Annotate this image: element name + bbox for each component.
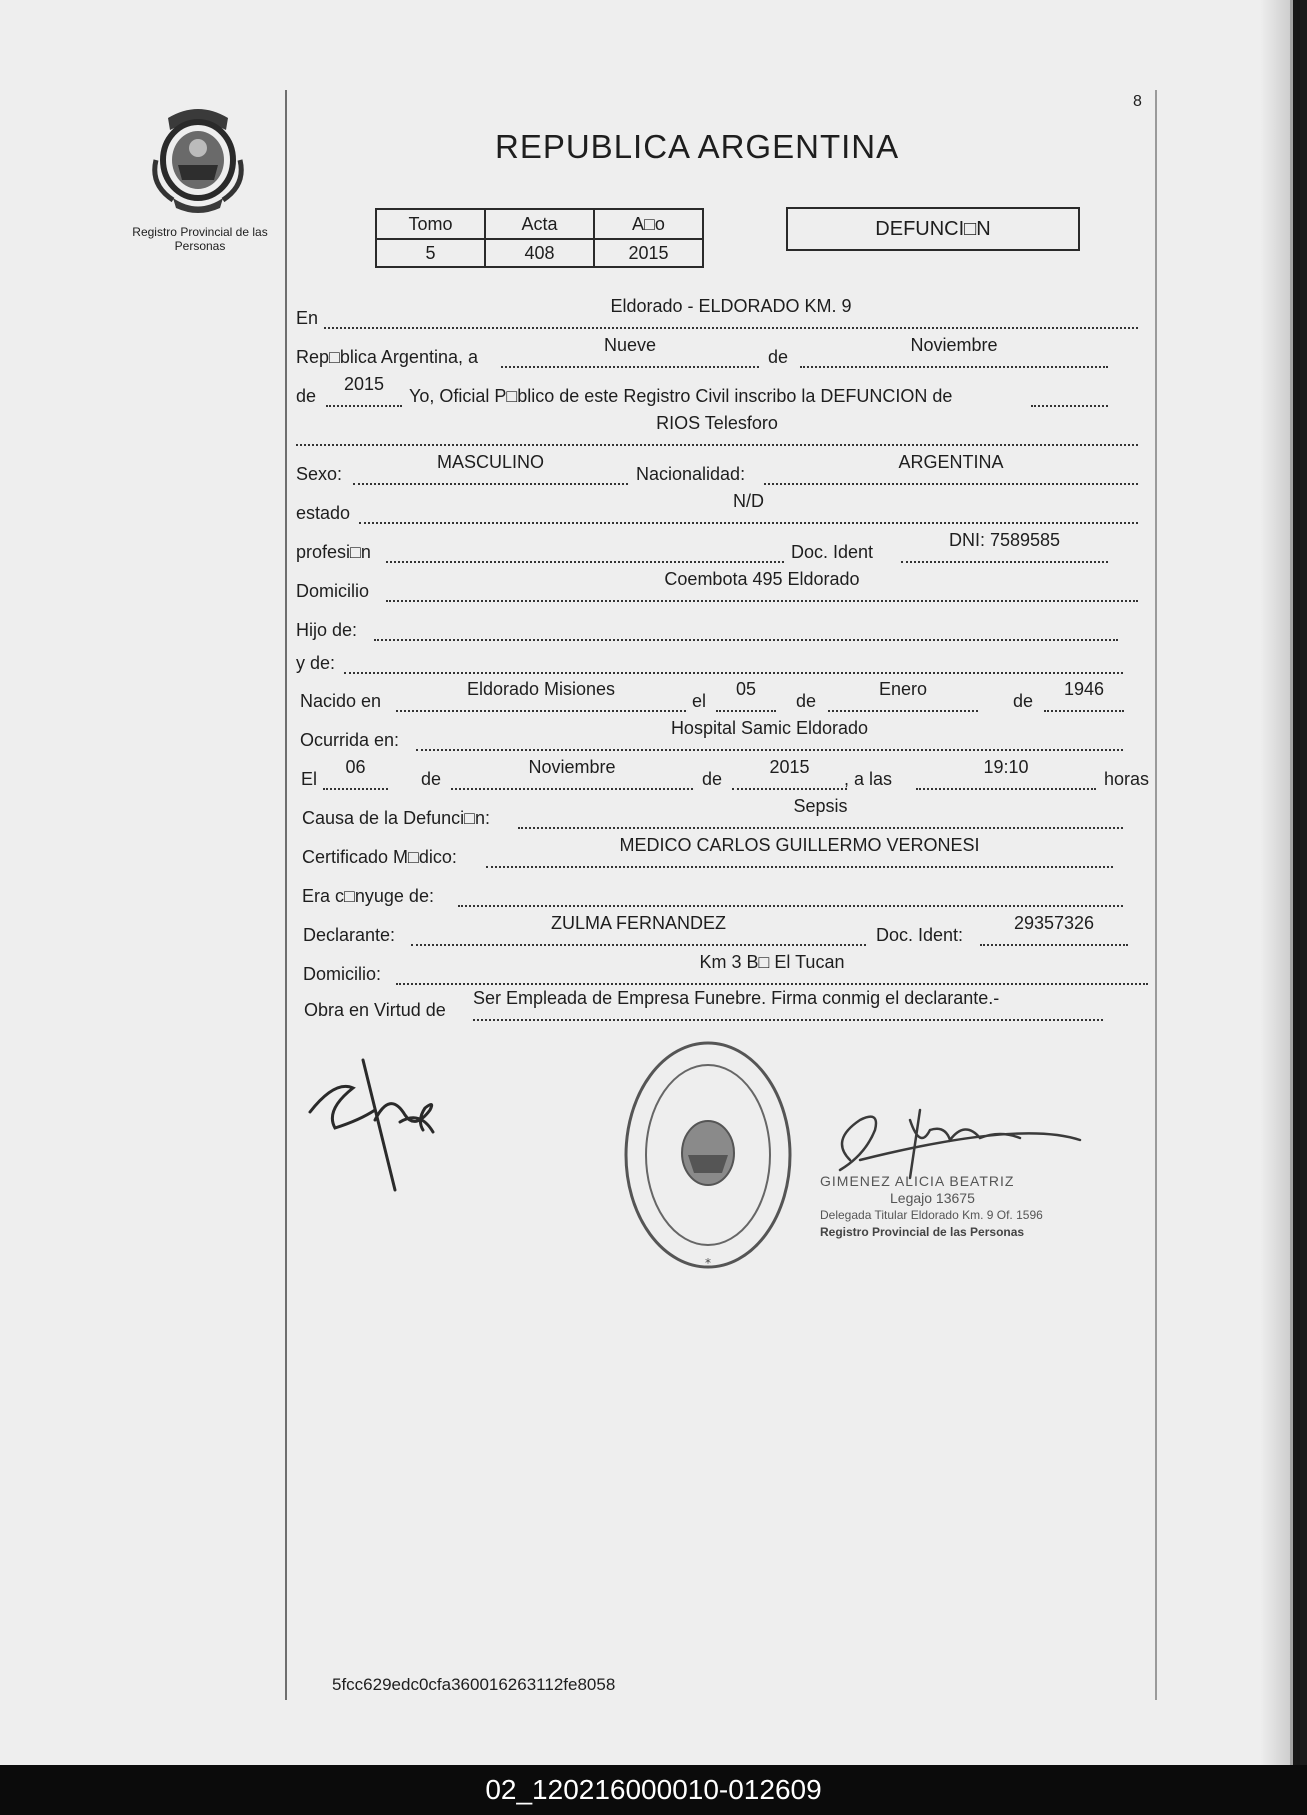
official-stamp-icon xyxy=(618,1035,798,1275)
year-field xyxy=(326,374,402,407)
address-label: Domicilio xyxy=(296,581,370,601)
declarant-signature-icon xyxy=(305,1050,455,1200)
row-birth xyxy=(296,679,1138,712)
status-label: estado xyxy=(296,503,351,523)
acta-value: 408 xyxy=(485,239,594,267)
month-field xyxy=(800,335,1108,368)
virtue-field xyxy=(473,988,1103,1021)
death-month-value: Noviembre xyxy=(528,757,616,777)
spouse-label: Era c□nyuge de: xyxy=(302,886,434,906)
declarant-doc-field xyxy=(980,913,1128,946)
death-el-label: El xyxy=(301,769,318,789)
scan-id-footer: 02_120216000010-012609 xyxy=(0,1765,1307,1815)
declarant-field xyxy=(411,913,866,946)
virtue-value: Ser Empleada de Empresa Funebre. Firma conmig el declarante.- xyxy=(473,988,1000,1008)
reference-header-row xyxy=(376,209,703,239)
sex-field xyxy=(353,452,628,485)
address-field xyxy=(386,569,1138,602)
status-field xyxy=(359,491,1138,524)
de-label: de xyxy=(768,347,789,367)
official-signature-block xyxy=(820,1173,1100,1241)
birth-year-field xyxy=(1044,679,1124,712)
page-title: REPUBLICA ARGENTINA xyxy=(495,128,900,165)
profession-field xyxy=(386,535,784,563)
row-certificate xyxy=(296,835,1138,868)
death-de2-label: de xyxy=(702,769,723,789)
spouse-field xyxy=(458,879,1123,907)
official-blank xyxy=(1031,379,1108,407)
hours-label: horas xyxy=(1104,769,1150,789)
row-official xyxy=(296,374,1138,407)
cause-field xyxy=(518,796,1123,829)
tomo-header: Tomo xyxy=(376,209,485,239)
official-registry: Registro Provincial de las Personas xyxy=(820,1225,1025,1239)
birth-month-value: Enero xyxy=(878,679,928,699)
death-year-value: 2015 xyxy=(769,757,810,777)
birth-day-field xyxy=(716,679,776,712)
row-profession xyxy=(296,530,1138,563)
born-label: Nacido en xyxy=(300,691,382,711)
row-declarant-address xyxy=(296,952,1138,985)
reference-value-row xyxy=(376,239,703,267)
row-virtue xyxy=(296,988,1138,1021)
birthplace-value: Eldorado Misiones xyxy=(466,679,616,699)
acta-header: Acta xyxy=(485,209,594,239)
occurred-field xyxy=(416,718,1123,751)
official-name: GIMENEZ ALICIA BEATRIZ xyxy=(820,1173,1015,1189)
occurred-value: Hospital Samic Eldorado xyxy=(670,718,869,738)
birth-year-value: 1946 xyxy=(1063,679,1105,699)
place-field xyxy=(324,296,1138,329)
nationality-label: Nacionalidad: xyxy=(636,464,746,484)
place-value: Eldorado - ELDORADO KM. 9 xyxy=(610,296,852,316)
official-office: Delegada Titular Eldorado Km. 9 Of. 1596 xyxy=(820,1208,1043,1222)
birthplace-field xyxy=(396,679,686,712)
deceased-field xyxy=(296,413,1138,446)
anio-value: 2015 xyxy=(594,239,703,267)
certificate-field xyxy=(486,835,1113,868)
birth-de-label: de xyxy=(796,691,817,711)
deceased-name: RIOS Telesforo xyxy=(656,413,778,433)
official-legajo: Legajo 13675 xyxy=(890,1190,975,1206)
month-value: Noviembre xyxy=(910,335,998,355)
declarant-label: Declarante: xyxy=(303,925,396,945)
row-declarant xyxy=(296,913,1138,946)
row-address xyxy=(296,569,1138,602)
coat-of-arms-icon xyxy=(148,100,248,215)
born-el-label: el xyxy=(692,691,707,711)
reference-table xyxy=(375,208,704,268)
declarant-address-value: Km 3 B□ El Tucan xyxy=(699,952,845,972)
birth-de2-label: de xyxy=(1013,691,1034,711)
address-value: Coembota 495 Eldorado xyxy=(664,569,860,589)
nationality-field xyxy=(764,452,1138,485)
doc-label: Doc. Ident xyxy=(791,542,874,562)
official-text: Yo, Oficial P□blico de este Registro Civil inscribo la DEFUNCION de xyxy=(409,386,953,406)
doc-field xyxy=(901,530,1108,563)
birth-month-field xyxy=(828,679,978,712)
time-label: , a las xyxy=(844,769,893,789)
record-type-box: DEFUNCI□N xyxy=(786,207,1080,251)
row-status xyxy=(296,491,1138,524)
death-day-value: 06 xyxy=(345,757,366,777)
row-death-date xyxy=(296,757,1150,790)
cause-label: Causa de la Defunci□n: xyxy=(302,808,490,828)
declarant-doc-value: 29357326 xyxy=(1013,913,1095,933)
anio-header: A□o xyxy=(594,209,703,239)
declarant-value: ZULMA FERNANDEZ xyxy=(550,913,727,933)
row-sex xyxy=(296,452,1138,485)
republica-label: Rep□blica Argentina, a xyxy=(296,347,478,367)
nationality-value: ARGENTINA xyxy=(898,452,1004,472)
row-deceased xyxy=(296,413,1138,446)
page-edge-shadow xyxy=(1260,0,1300,1765)
row-occurred xyxy=(296,718,1138,751)
row-date xyxy=(296,335,1138,368)
row-cause xyxy=(296,796,1138,829)
death-de-label: de xyxy=(421,769,442,789)
day-value: Nueve xyxy=(603,335,657,355)
father-field xyxy=(374,613,1118,641)
death-month-field xyxy=(451,757,693,790)
declarant-address-label: Domicilio: xyxy=(303,964,382,984)
death-day-field xyxy=(323,757,388,790)
death-year-field xyxy=(732,757,847,790)
cause-value: Sepsis xyxy=(793,796,848,816)
virtue-label: Obra en Virtud de xyxy=(304,1000,446,1020)
row-father xyxy=(296,613,1138,641)
profession-label: profesi□n xyxy=(296,542,371,562)
time-value: 19:10 xyxy=(983,757,1029,777)
row-place xyxy=(296,296,1138,329)
year-prefix-label: de xyxy=(296,386,317,406)
status-value: N/D xyxy=(733,491,764,511)
registry-name: Registro Provincial de las Personas xyxy=(132,225,268,253)
row-mother xyxy=(296,646,1138,674)
day-field xyxy=(501,335,759,368)
mother-field xyxy=(344,646,1123,674)
official-signature-icon xyxy=(820,1100,1100,1180)
sex-value: MASCULINO xyxy=(436,452,544,472)
time-field xyxy=(916,757,1096,790)
svg-text:*: * xyxy=(705,1256,711,1270)
declarant-doc-label: Doc. Ident: xyxy=(876,925,964,945)
tomo-value: 5 xyxy=(376,239,485,267)
document-hash: 5fcc629edc0cfa360016263112fe8058 xyxy=(332,1675,616,1694)
occurred-label: Ocurrida en: xyxy=(300,730,400,750)
father-label: Hijo de: xyxy=(296,620,358,640)
mother-label: y de: xyxy=(296,653,336,673)
birth-day-value: 05 xyxy=(735,679,757,699)
page-number: 8 xyxy=(1133,93,1142,110)
doc-value: DNI: 7589585 xyxy=(948,530,1061,550)
row-spouse xyxy=(296,879,1138,907)
certificate-label: Certificado M□dico: xyxy=(302,847,457,867)
certificate-value: MEDICO CARLOS GUILLERMO VERONESI xyxy=(619,835,980,855)
sex-label: Sexo: xyxy=(296,464,343,484)
declarant-address-field xyxy=(396,952,1148,985)
en-label: En xyxy=(296,308,319,328)
year-value: 2015 xyxy=(343,374,385,394)
